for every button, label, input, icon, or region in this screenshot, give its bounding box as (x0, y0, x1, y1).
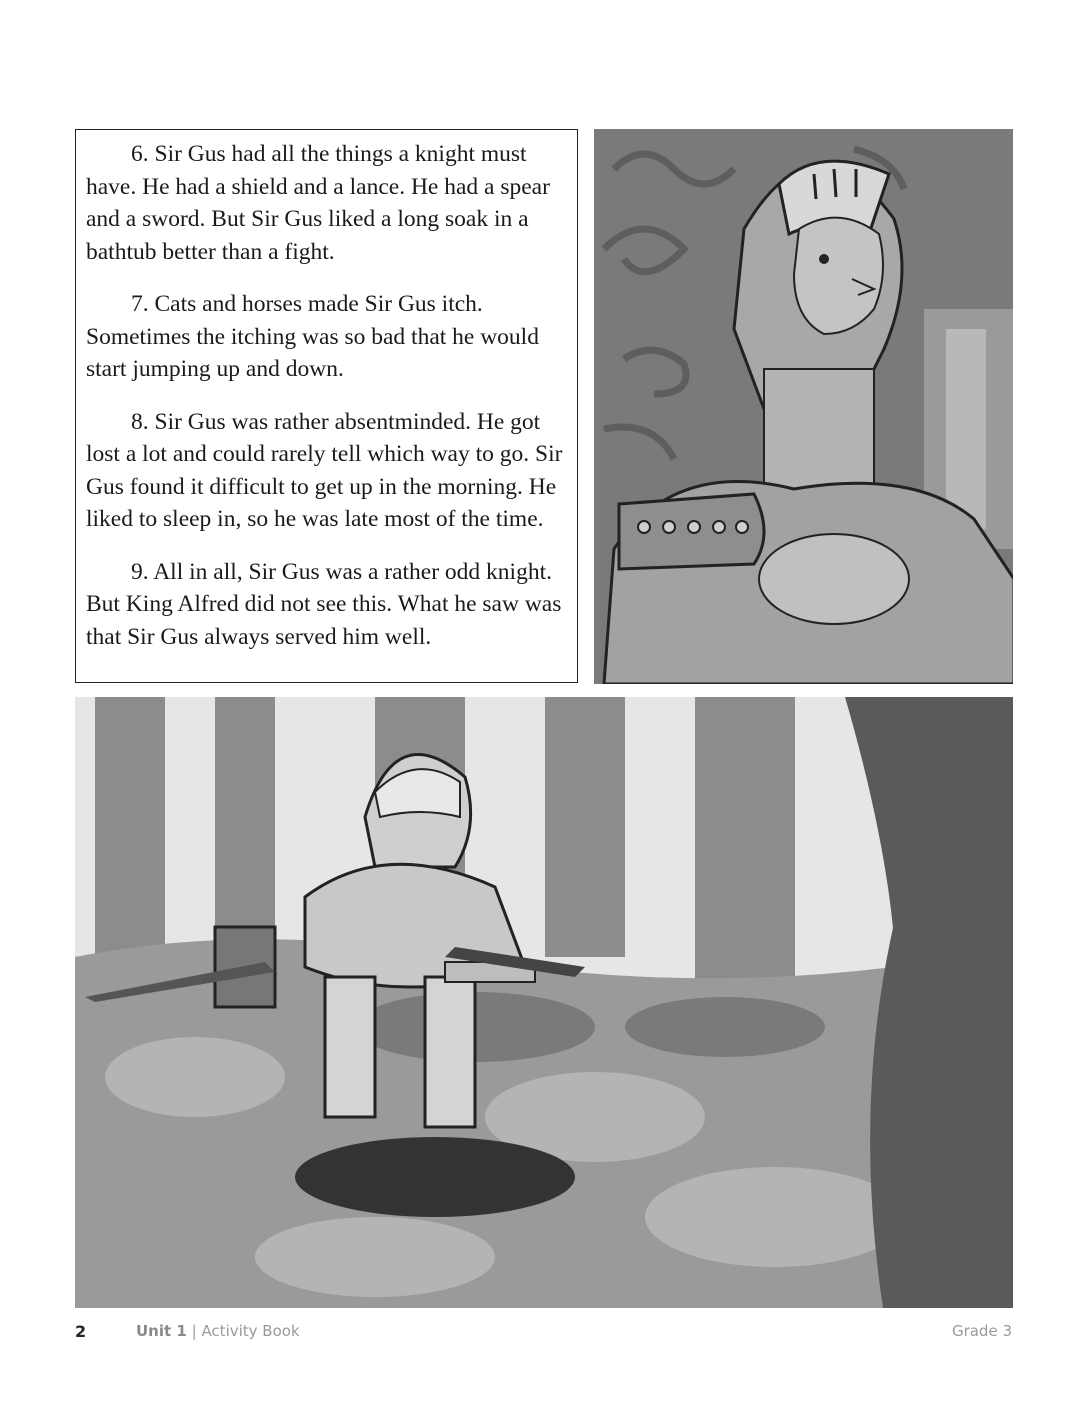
story-text-box (75, 129, 578, 683)
unit-label: Unit 1 (136, 1322, 187, 1340)
book-label: Activity Book (201, 1322, 300, 1340)
story-paragraph-9: 9. All in all, Sir Gus was a rather odd knight. But King Alfred did not see this. What he saw was that Sir Gus always served him well. (86, 558, 562, 650)
page-footer (0, 1322, 1088, 1346)
knight-in-forest-illustration (75, 697, 1013, 1308)
story-paragraph-7: 7. Cats and horses made Sir Gus itch. Sometimes the itching was so bad that he would start jumping up and down. (86, 291, 539, 382)
footer-book-title (136, 1322, 300, 1340)
knight-portrait-illustration (594, 129, 1013, 684)
footer-separator: | (186, 1322, 202, 1340)
page-number: 2 (75, 1322, 87, 1341)
story-paragraph-6: 6. Sir Gus had all the things a knight must have. He had a shield and a lance. He had a spear and a sword. But Sir Gus liked a long soak in a bathtub better than a fight. (86, 141, 550, 265)
grade-label: Grade 3 (951, 1322, 1012, 1340)
story-paragraph-8: 8. Sir Gus was rather absentminded. He got lost a lot and could rarely tell which way to go. Sir Gus found it difficult to get up in the morning. He liked to sleep in, so he was late most of the time. (86, 408, 563, 532)
